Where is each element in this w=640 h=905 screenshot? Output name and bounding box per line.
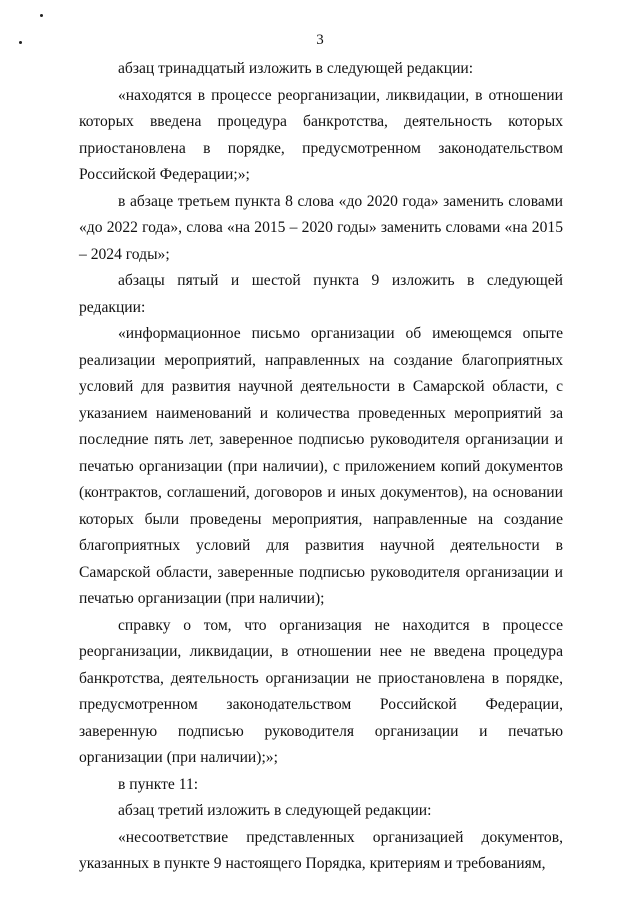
page-number: 3 [316, 32, 324, 48]
paragraph: в пункте 11: [118, 775, 199, 793]
paragraph: в абзаце третьем пункта 8 слова «до 2020 года» заменить словами «до 2022 года», слова «на 2015 – 2020 годы» заменить словами «на 2015 – 2024 годы»; [79, 192, 563, 263]
scan-speck [40, 14, 43, 17]
paragraph: абзац третий изложить в следующей редакции: [118, 802, 432, 819]
paragraph: «несоответствие представленных организацией документов, указанных в пункте 9 настоящего Порядка, критериям и требованиям, [79, 828, 563, 872]
paragraph: «находятся в процессе реорганизации, ликвидации, в отношении которых введена процедура банкротства, деятельность которых приостановлена в порядке, предусмотренном законодательством Российской Федерации;»; [79, 86, 563, 183]
paragraph: абзацы пятый и шестой пункта 9 изложить в следующей редакции: [79, 272, 563, 316]
paragraph: справку о том, что организация не находится в процессе реорганизации, ликвидации, в отношении нее не введена процедура банкротства, деятельность организации не приостановлена в порядке, предусмотренном законодательством Российской Федерации, заверенную подписью руководителя организации и печатью организации (при наличии);»; [79, 616, 563, 766]
document-body [79, 56, 563, 878]
paragraph: абзац тринадцатый изложить в следующей редакции: [118, 60, 474, 77]
paragraph: «информационное письмо организации об имеющемся опыте реализации мероприятий, направленных на создание благоприятных условий для развития научной деятельности в Самарской области, с указанием наименований и количества проведенных мероприятий за последние пять лет, заверенное подписью руководителя организации и печатью организации (при наличии), с приложением копий документов (контрактов, соглашений, договоров и иных документов), на основании которых были проведены мероприятия, направленные на создание благоприятных условий для развития научной деятельности в Самарской области, заверенные подписью руководителя организации и печатью организации (при наличии); [79, 325, 563, 607]
